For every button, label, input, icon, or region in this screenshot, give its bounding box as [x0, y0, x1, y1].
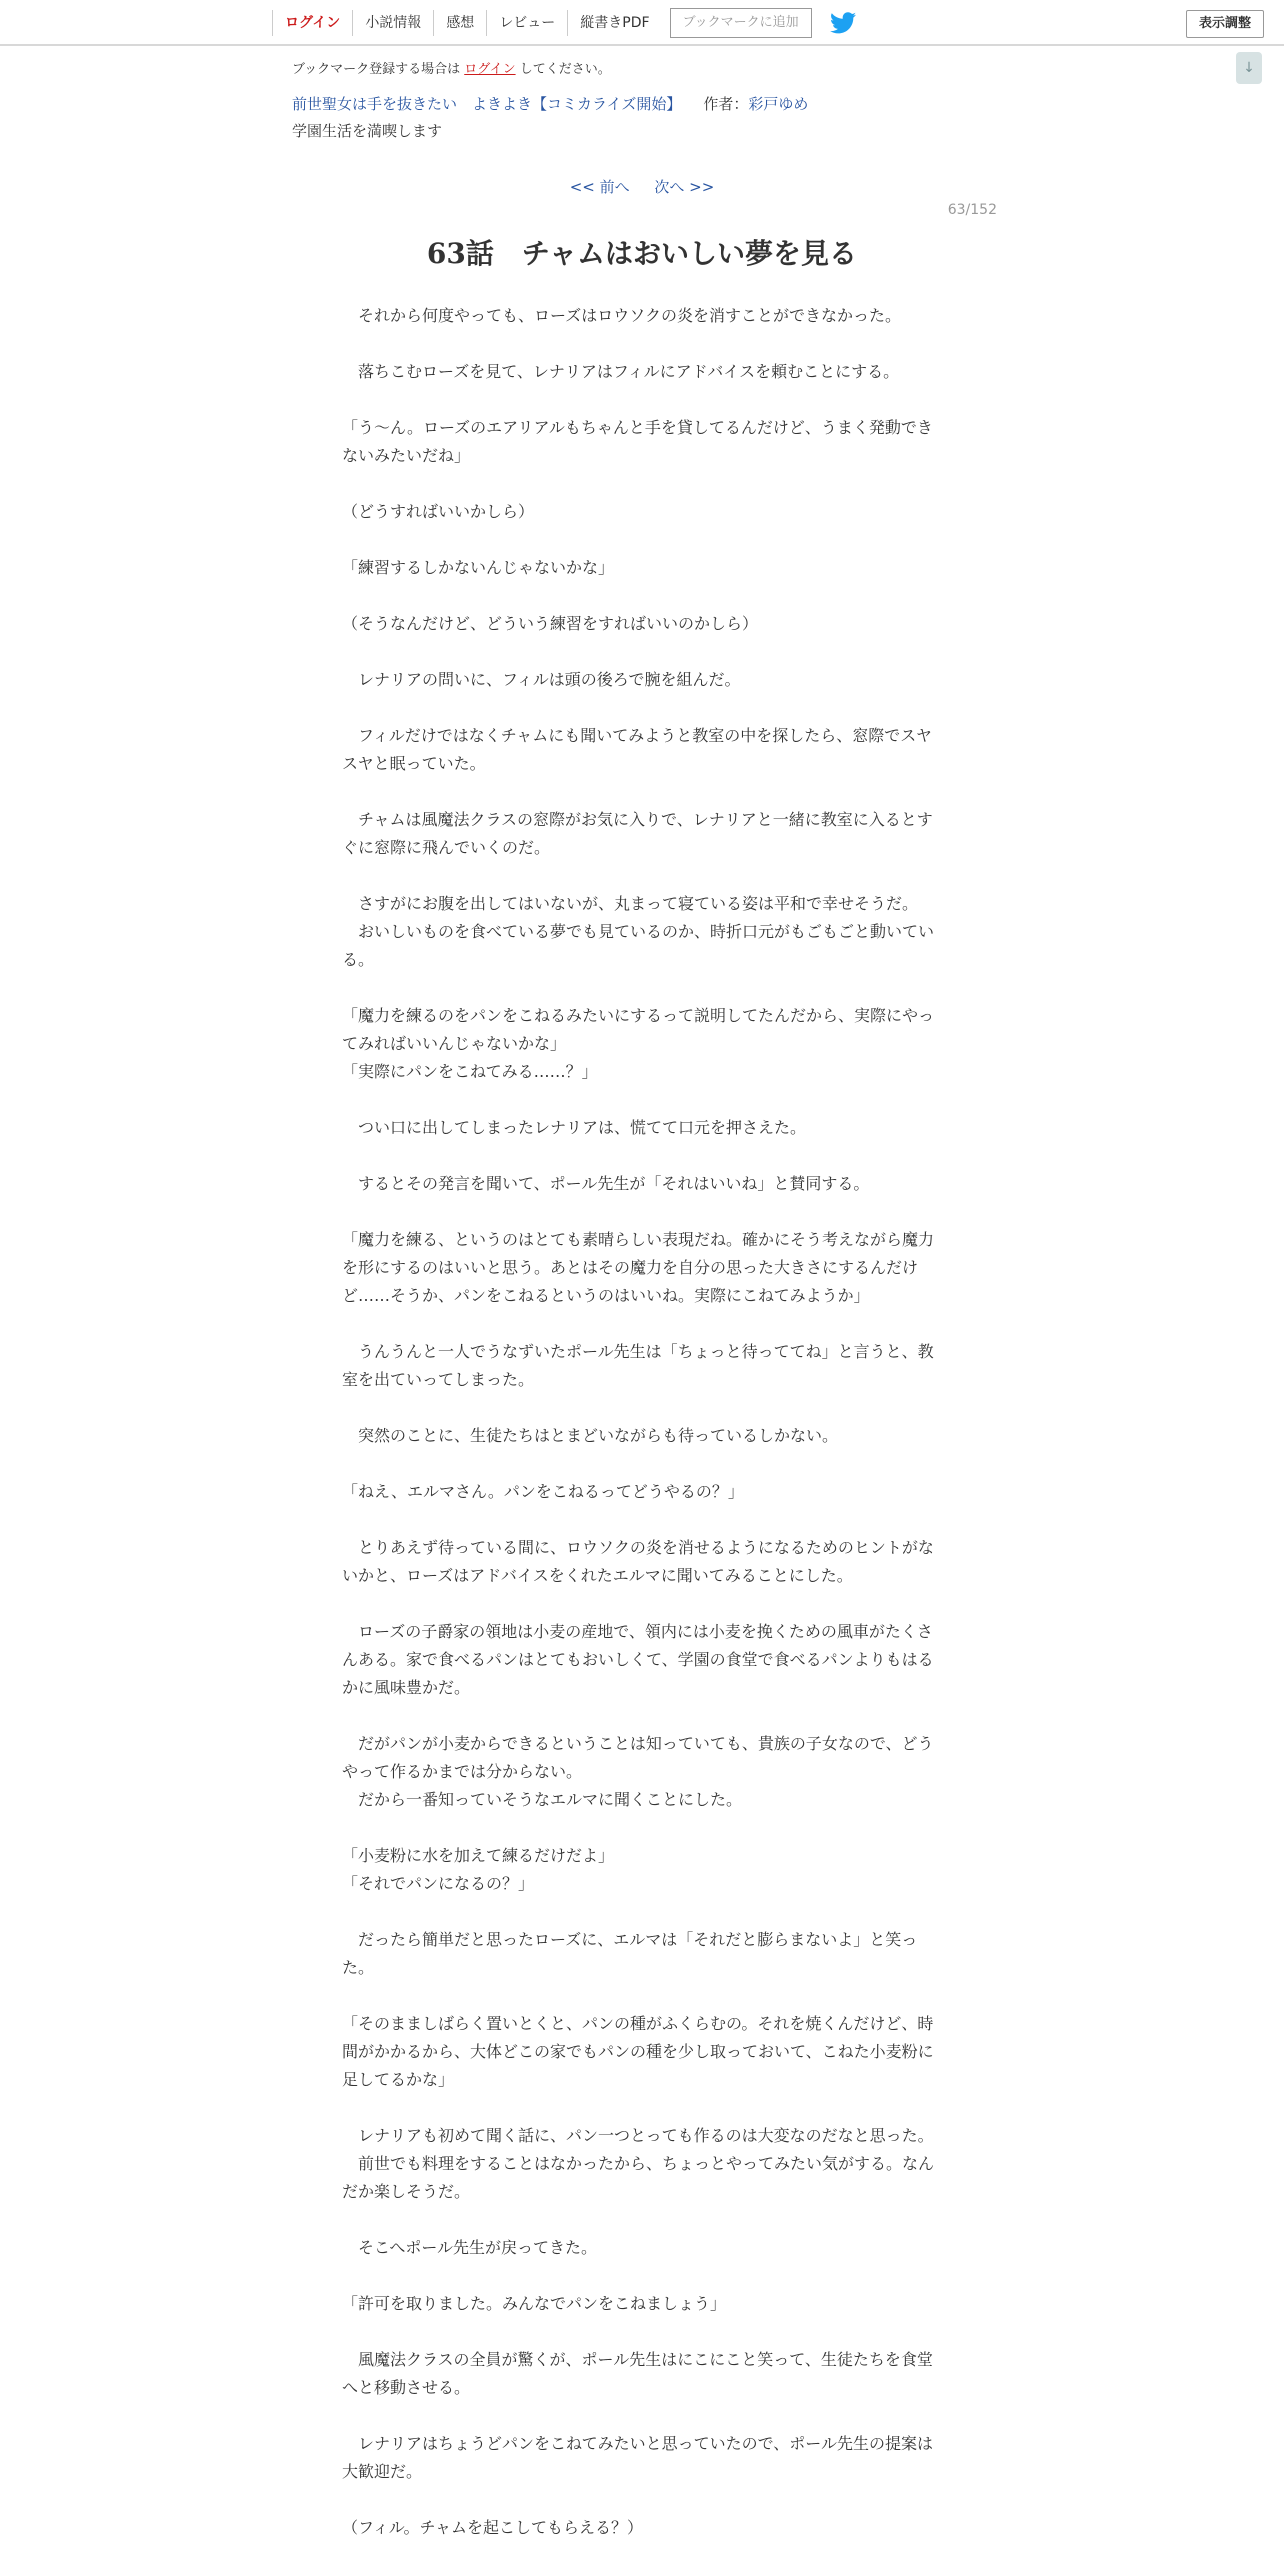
body-paragraph [342, 1898, 942, 1926]
body-paragraph [342, 1142, 942, 1170]
nav-review[interactable]: レビュー [486, 10, 567, 36]
bookmark-note-login-link[interactable]: ログイン [464, 62, 516, 77]
body-paragraph [342, 1394, 942, 1422]
body-paragraph: 「それでパンになるの？」 [342, 1874, 535, 1893]
arrow-down-icon: ↓ [1243, 60, 1255, 76]
body-paragraph: それから何度やっても、ローズはロウソクの炎を消すことができなかった。 [342, 306, 902, 325]
body-paragraph: レナリアも初めて聞く話に、パン一つとっても作るのは大変なのだなと思った。 [342, 2126, 934, 2145]
body-paragraph [342, 2262, 942, 2290]
body-paragraph: （そうなんだけど、どういう練習をすればいいのかしら） [342, 614, 759, 633]
bookmark-login-note [292, 58, 992, 77]
body-paragraph: 「許可を取りました。みんなでパンをこねましょう」 [342, 2294, 727, 2313]
body-paragraph: 「魔力を練るのをパンをこねるみたいにするって説明してたんだから、実際にやってみればいいんじゃないかな」 [342, 1006, 935, 1053]
nav-login[interactable]: ログイン [272, 10, 352, 36]
prev-chapter-link[interactable]: << 前へ [569, 178, 630, 196]
body-paragraph: さすがにお腹を出してはいないが、丸まって寝ている姿は平和で幸せそうだ。 [342, 894, 919, 913]
nav-vertical-pdf[interactable]: 縦書きPDF [567, 10, 661, 36]
chapter-pager [0, 176, 1284, 197]
body-paragraph [342, 862, 942, 890]
body-paragraph [342, 2206, 942, 2234]
body-paragraph [342, 1506, 942, 1534]
body-paragraph: （フィル。チャムを起こしてもらえる？） [342, 2518, 643, 2537]
body-paragraph [342, 1198, 942, 1226]
body-paragraph [342, 1702, 942, 1730]
body-paragraph [342, 1982, 942, 2010]
chapter-body [342, 302, 942, 2542]
author-label: 作者： [703, 95, 749, 113]
author-link[interactable]: 彩戸ゆめ [748, 95, 809, 113]
twitter-bird-icon[interactable] [830, 12, 856, 34]
body-paragraph [342, 974, 942, 1002]
body-paragraph: だがパンが小麦からできるということは知っていても、貴族の子女なので、どうやって作るかまでは分からない。 [342, 1734, 934, 1781]
body-paragraph: つい口に出してしまったレナリアは、慌てて口元を押さえた。 [342, 1118, 807, 1137]
body-paragraph [342, 778, 942, 806]
body-paragraph [342, 1814, 942, 1842]
body-paragraph: チャムは風魔法クラスの窓際がお気に入りで、レナリアと一緒に教室に入るとすぐに窓際に飛んでいくのだ。 [342, 810, 933, 857]
body-paragraph [342, 1310, 942, 1338]
body-paragraph: レナリアの問いに、フィルは頭の後ろで腕を組んだ。 [342, 670, 741, 689]
nav-novel-info[interactable]: 小説情報 [352, 10, 433, 36]
body-paragraph: そこへポール先生が戻ってきた。 [342, 2238, 598, 2257]
series-title-link[interactable]: 前世聖女は手を抜きたい よきよき【コミカライズ開始】 [292, 95, 682, 113]
body-paragraph [342, 2402, 942, 2430]
body-paragraph [342, 1590, 942, 1618]
body-paragraph: おいしいものを食べている夢でも見ているのか、時折口元がもごもごと動いている。 [342, 922, 935, 969]
body-paragraph: だから一番知っていそうなエルマに聞くことにした。 [342, 1790, 743, 1809]
body-paragraph: （どうすればいいかしら） [342, 502, 535, 521]
body-paragraph: 「魔力を練る、というのはとても素晴らしい表現だね。確かにそう考えながら魔力を形にするのはいいと思う。あとはその魔力を自分の思った大きさにするんだけど……そうか、パンをこねるというのはいいね。実際にこねてみようか」 [342, 1230, 935, 1305]
body-paragraph: 「ねえ、エルマさん。パンをこねるってどうやるの？」 [342, 1482, 744, 1501]
body-paragraph [342, 638, 942, 666]
scroll-down-button[interactable] [1236, 52, 1262, 84]
chapter-title: 63話 チャムはおいしい夢を見る [426, 237, 858, 270]
body-paragraph: とりあえず待っている間に、ロウソクの炎を消せるようになるためのヒントがないかと、ローズはアドバイスをくれたエルマに聞いてみることにした。 [342, 1538, 934, 1585]
body-paragraph: 「う～ん。ローズのエアリアルもちゃんと手を貸してるんだけど、うまく発動できないみたいだね」 [342, 418, 933, 465]
novel-info-block [292, 58, 992, 141]
body-paragraph: 前世でも料理をすることはなかったから、ちょっとやってみたい気がする。なんだか楽しそうだ。 [342, 2154, 935, 2201]
body-paragraph: 「練習するしかないんじゃないかな」 [342, 558, 615, 577]
body-paragraph [342, 2318, 942, 2346]
body-paragraph: するとその発言を聞いて、ポール先生が「それはいいね」と賛同する。 [342, 1174, 870, 1193]
nav-menu [272, 0, 856, 46]
display-settings-button[interactable]: 表示調整 [1186, 10, 1264, 38]
bookmark-note-suffix: してください。 [519, 62, 611, 77]
body-paragraph [342, 694, 942, 722]
body-paragraph [342, 1450, 942, 1478]
body-paragraph: 「そのまましばらく置いとくと、パンの種がふくらむの。それを焼くんだけど、時間がかかるから、大体どこの家でもパンの種を少し取っておいて、こねた小麦粉に足してるかな」 [342, 2014, 934, 2089]
body-paragraph [342, 2486, 942, 2514]
next-chapter-link[interactable]: 次へ >> [654, 178, 715, 196]
body-paragraph [342, 1086, 942, 1114]
body-paragraph [342, 582, 942, 610]
body-paragraph: レナリアはちょうどパンをこねてみたいと思っていたので、ポール先生の提案は大歓迎だ。 [342, 2434, 933, 2481]
body-paragraph [342, 470, 942, 498]
body-paragraph: だったら簡単だと思ったローズに、エルマは「それだと膨らまないよ」と笑った。 [342, 1930, 918, 1977]
bookmark-note-prefix: ブックマーク登録する場合は [292, 62, 461, 77]
body-paragraph: 「実際にパンをこねてみる……？」 [342, 1062, 598, 1081]
body-paragraph: 突然のことに、生徒たちはとまどいながらも待っているしかない。 [342, 1426, 839, 1445]
body-paragraph: 「小麦粉に水を加えて練るだけだよ」 [342, 1846, 615, 1865]
body-paragraph [342, 2094, 942, 2122]
page-number: 63/152 [947, 202, 997, 218]
nav-impressions[interactable]: 感想 [433, 10, 486, 36]
body-paragraph [342, 330, 942, 358]
top-navigation-bar [0, 0, 1284, 46]
body-paragraph: 落ちこむローズを見て、レナリアはフィルにアドバイスを頼むことにする。 [342, 362, 900, 381]
bookmark-add-button[interactable]: ブックマークに追加 [670, 8, 812, 38]
body-paragraph: フィルだけではなくチャムにも聞いてみようと教室の中を探したら、窓際でスヤスヤと眠っていた。 [342, 726, 932, 773]
series-title-line [292, 93, 992, 114]
section-title: 学園生活を満喫します [292, 122, 443, 140]
body-paragraph [342, 526, 942, 554]
body-paragraph: うんうんと一人でうなずいたポール先生は「ちょっと待っててね」と言うと、教室を出ていってしまった。 [342, 1342, 934, 1389]
body-paragraph [342, 386, 942, 414]
body-paragraph: ローズの子爵家の領地は小麦の産地で、領内には小麦を挽くための風車がたくさんある。家で食べるパンはとてもおいしくて、学園の食堂で食べるパンよりもはるかに風味豊かだ。 [342, 1622, 934, 1697]
body-paragraph: 風魔法クラスの全員が驚くが、ポール先生はにこにこと笑って、生徒たちを食堂へと移動させる。 [342, 2350, 933, 2397]
